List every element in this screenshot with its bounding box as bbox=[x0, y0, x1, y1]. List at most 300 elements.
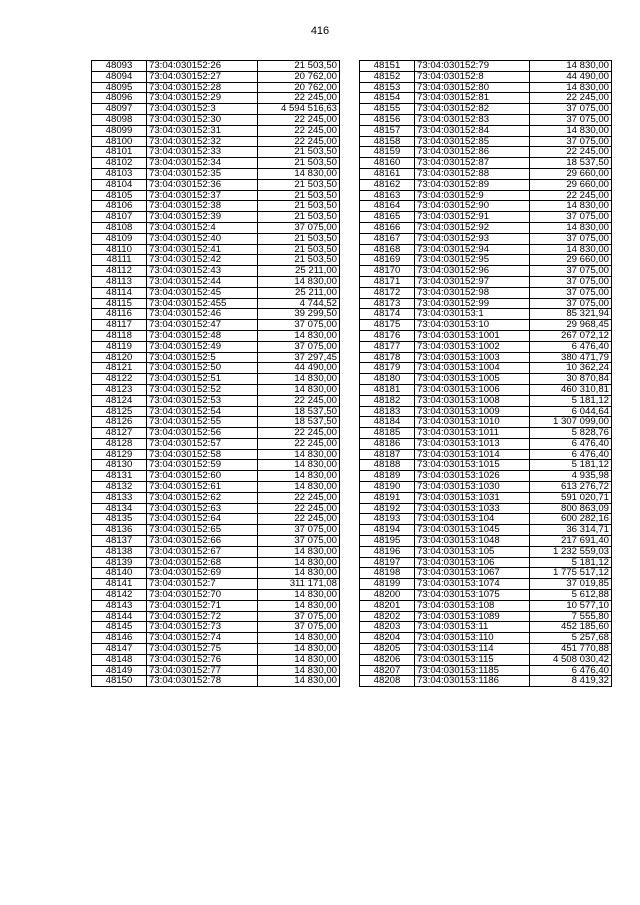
row-number-cell: 48094 bbox=[92, 71, 147, 82]
value-cell: 5 181,12 bbox=[530, 395, 612, 406]
row-number-cell: 48154 bbox=[360, 93, 415, 104]
value-cell: 460 310,81 bbox=[530, 384, 612, 395]
table-left bbox=[91, 60, 340, 687]
value-cell: 7 555,80 bbox=[530, 611, 612, 622]
cadastral-number-cell: 73:04:030152:58 bbox=[147, 449, 258, 460]
cadastral-number-cell: 73:04:030152:29 bbox=[147, 93, 258, 104]
row-number-cell: 48150 bbox=[92, 676, 147, 687]
table-row bbox=[360, 590, 612, 601]
cadastral-number-cell: 73:04:030152:9 bbox=[415, 190, 530, 201]
row-number-cell: 48155 bbox=[360, 104, 415, 115]
table-row bbox=[360, 147, 612, 158]
row-number-cell: 48160 bbox=[360, 158, 415, 169]
value-cell: 14 830,00 bbox=[258, 384, 340, 395]
row-number-cell: 48139 bbox=[92, 557, 147, 568]
value-cell: 14 830,00 bbox=[258, 276, 340, 287]
row-number-cell: 48105 bbox=[92, 190, 147, 201]
cadastral-number-cell: 73:04:030152:33 bbox=[147, 147, 258, 158]
table-row bbox=[92, 600, 340, 611]
row-number-cell: 48193 bbox=[360, 514, 415, 525]
value-cell: 37 075,00 bbox=[258, 222, 340, 233]
row-number-cell: 48168 bbox=[360, 244, 415, 255]
cadastral-number-cell: 73:04:030153:1003 bbox=[415, 352, 530, 363]
table-row bbox=[360, 384, 612, 395]
table-row bbox=[92, 622, 340, 633]
value-cell: 37 019,85 bbox=[530, 579, 612, 590]
row-number-cell: 48158 bbox=[360, 136, 415, 147]
cadastral-number-cell: 73:04:030153:1026 bbox=[415, 471, 530, 482]
cadastral-number-cell: 73:04:030152:3 bbox=[147, 104, 258, 115]
value-cell: 44 490,00 bbox=[258, 363, 340, 374]
cadastral-number-cell: 73:04:030152:53 bbox=[147, 395, 258, 406]
cadastral-number-cell: 73:04:030153:105 bbox=[415, 546, 530, 557]
cadastral-number-cell: 73:04:030153:108 bbox=[415, 600, 530, 611]
value-cell: 6 476,40 bbox=[530, 341, 612, 352]
table-row bbox=[92, 482, 340, 493]
cadastral-number-cell: 73:04:030153:1089 bbox=[415, 611, 530, 622]
table-row bbox=[92, 363, 340, 374]
table-row bbox=[360, 212, 612, 223]
row-number-cell: 48115 bbox=[92, 298, 147, 309]
row-number-cell: 48179 bbox=[360, 363, 415, 374]
row-number-cell: 48140 bbox=[92, 568, 147, 579]
table-row bbox=[360, 471, 612, 482]
row-number-cell: 48126 bbox=[92, 417, 147, 428]
row-number-cell: 48123 bbox=[92, 384, 147, 395]
value-cell: 311 171,08 bbox=[258, 579, 340, 590]
table-row bbox=[360, 568, 612, 579]
value-cell: 37 075,00 bbox=[530, 233, 612, 244]
value-cell: 1 307 099,00 bbox=[530, 417, 612, 428]
cadastral-number-cell: 73:04:030152:35 bbox=[147, 168, 258, 179]
cadastral-number-cell: 73:04:030153:1002 bbox=[415, 341, 530, 352]
cadastral-number-cell: 73:04:030152:73 bbox=[147, 622, 258, 633]
cadastral-number-cell: 73:04:030152:72 bbox=[147, 611, 258, 622]
row-number-cell: 48167 bbox=[360, 233, 415, 244]
value-cell: 14 830,00 bbox=[258, 568, 340, 579]
cadastral-number-cell: 73:04:030152:7 bbox=[147, 579, 258, 590]
row-number-cell: 48165 bbox=[360, 212, 415, 223]
row-number-cell: 48100 bbox=[92, 136, 147, 147]
table-row bbox=[92, 233, 340, 244]
row-number-cell: 48137 bbox=[92, 536, 147, 547]
table-row bbox=[92, 147, 340, 158]
row-number-cell: 48136 bbox=[92, 525, 147, 536]
table-row bbox=[360, 222, 612, 233]
table-row bbox=[92, 654, 340, 665]
table-row bbox=[92, 61, 340, 72]
table-row bbox=[360, 309, 612, 320]
row-number-cell: 48163 bbox=[360, 190, 415, 201]
value-cell: 591 020,71 bbox=[530, 492, 612, 503]
table-row bbox=[92, 330, 340, 341]
value-cell: 10 362,24 bbox=[530, 363, 612, 374]
value-cell: 22 245,00 bbox=[530, 190, 612, 201]
table-row bbox=[92, 352, 340, 363]
table-row bbox=[92, 568, 340, 579]
cadastral-number-cell: 73:04:030152:98 bbox=[415, 287, 530, 298]
value-cell: 44 490,00 bbox=[530, 71, 612, 82]
value-cell: 14 830,00 bbox=[530, 201, 612, 212]
value-cell: 14 830,00 bbox=[530, 244, 612, 255]
table-row bbox=[92, 276, 340, 287]
row-number-cell: 48175 bbox=[360, 320, 415, 331]
table-row bbox=[360, 320, 612, 331]
cadastral-number-cell: 73:04:030152:63 bbox=[147, 503, 258, 514]
cadastral-number-cell: 73:04:030152:86 bbox=[415, 147, 530, 158]
value-cell: 8 419,32 bbox=[530, 676, 612, 687]
cadastral-number-cell: 73:04:030152:69 bbox=[147, 568, 258, 579]
row-number-cell: 48096 bbox=[92, 93, 147, 104]
value-cell: 613 276,72 bbox=[530, 482, 612, 493]
cadastral-number-cell: 73:04:030152:91 bbox=[415, 212, 530, 223]
cadastral-number-cell: 73:04:030152:45 bbox=[147, 287, 258, 298]
table-row bbox=[360, 449, 612, 460]
row-number-cell: 48197 bbox=[360, 557, 415, 568]
cadastral-number-cell: 73:04:030153:1001 bbox=[415, 330, 530, 341]
value-cell: 6 044,64 bbox=[530, 406, 612, 417]
row-number-cell: 48119 bbox=[92, 341, 147, 352]
value-cell: 37 075,00 bbox=[258, 611, 340, 622]
cadastral-number-cell: 73:04:030152:90 bbox=[415, 201, 530, 212]
table-row bbox=[92, 428, 340, 439]
table-row bbox=[92, 525, 340, 536]
table-row bbox=[360, 676, 612, 687]
value-cell: 14 830,00 bbox=[258, 330, 340, 341]
value-cell: 380 471,79 bbox=[530, 352, 612, 363]
table-row bbox=[92, 406, 340, 417]
value-cell: 14 830,00 bbox=[258, 600, 340, 611]
row-number-cell: 48145 bbox=[92, 622, 147, 633]
cadastral-number-cell: 73:04:030152:30 bbox=[147, 114, 258, 125]
row-number-cell: 48195 bbox=[360, 536, 415, 547]
table-row bbox=[92, 611, 340, 622]
table-row bbox=[360, 600, 612, 611]
row-number-cell: 48097 bbox=[92, 104, 147, 115]
table-row bbox=[92, 665, 340, 676]
row-number-cell: 48110 bbox=[92, 244, 147, 255]
value-cell: 21 503,50 bbox=[258, 158, 340, 169]
table-row bbox=[92, 309, 340, 320]
row-number-cell: 48190 bbox=[360, 482, 415, 493]
cadastral-number-cell: 73:04:030152:36 bbox=[147, 179, 258, 190]
row-number-cell: 48191 bbox=[360, 492, 415, 503]
cadastral-number-cell: 73:04:030152:76 bbox=[147, 654, 258, 665]
cadastral-number-cell: 73:04:030153:1048 bbox=[415, 536, 530, 547]
row-number-cell: 48194 bbox=[360, 525, 415, 536]
value-cell: 451 770,88 bbox=[530, 644, 612, 655]
row-number-cell: 48208 bbox=[360, 676, 415, 687]
cadastral-number-cell: 73:04:030152:31 bbox=[147, 125, 258, 136]
table-row bbox=[92, 190, 340, 201]
row-number-cell: 48122 bbox=[92, 374, 147, 385]
value-cell: 37 075,00 bbox=[530, 136, 612, 147]
cadastral-number-cell: 73:04:030152:8 bbox=[415, 71, 530, 82]
row-number-cell: 48095 bbox=[92, 82, 147, 93]
value-cell: 21 503,50 bbox=[258, 61, 340, 72]
table-row bbox=[360, 428, 612, 439]
cadastral-number-cell: 73:04:030153:1186 bbox=[415, 676, 530, 687]
value-cell: 30 870,84 bbox=[530, 374, 612, 385]
value-cell: 25 211,00 bbox=[258, 287, 340, 298]
value-cell: 4 935,98 bbox=[530, 471, 612, 482]
cadastral-number-cell: 73:04:030153:1074 bbox=[415, 579, 530, 590]
table-row bbox=[360, 482, 612, 493]
row-number-cell: 48204 bbox=[360, 633, 415, 644]
table-row bbox=[360, 536, 612, 547]
value-cell: 14 830,00 bbox=[530, 82, 612, 93]
row-number-cell: 48198 bbox=[360, 568, 415, 579]
row-number-cell: 48207 bbox=[360, 665, 415, 676]
value-cell: 29 660,00 bbox=[530, 179, 612, 190]
row-number-cell: 48102 bbox=[92, 158, 147, 169]
row-number-cell: 48149 bbox=[92, 665, 147, 676]
value-cell: 14 830,00 bbox=[258, 449, 340, 460]
row-number-cell: 48103 bbox=[92, 168, 147, 179]
value-cell: 10 577,10 bbox=[530, 600, 612, 611]
value-cell: 14 830,00 bbox=[530, 222, 612, 233]
table-row bbox=[360, 395, 612, 406]
row-number-cell: 48117 bbox=[92, 320, 147, 331]
table-row bbox=[360, 61, 612, 72]
value-cell: 14 830,00 bbox=[258, 168, 340, 179]
value-cell: 14 830,00 bbox=[530, 125, 612, 136]
row-number-cell: 48125 bbox=[92, 406, 147, 417]
cadastral-number-cell: 73:04:030152:92 bbox=[415, 222, 530, 233]
table-row bbox=[360, 644, 612, 655]
value-cell: 20 762,00 bbox=[258, 82, 340, 93]
value-cell: 6 476,40 bbox=[530, 438, 612, 449]
value-cell: 21 503,50 bbox=[258, 233, 340, 244]
row-number-cell: 48112 bbox=[92, 266, 147, 277]
cadastral-number-cell: 73:04:030152:56 bbox=[147, 428, 258, 439]
value-cell: 37 075,00 bbox=[530, 298, 612, 309]
table-row bbox=[360, 233, 612, 244]
table-row bbox=[360, 654, 612, 665]
table-row bbox=[92, 266, 340, 277]
cadastral-number-cell: 73:04:030152:89 bbox=[415, 179, 530, 190]
value-cell: 29 968,45 bbox=[530, 320, 612, 331]
value-cell: 5 828,76 bbox=[530, 428, 612, 439]
cadastral-number-cell: 73:04:030153:1006 bbox=[415, 384, 530, 395]
value-cell: 14 830,00 bbox=[258, 665, 340, 676]
value-cell: 21 503,50 bbox=[258, 212, 340, 223]
row-number-cell: 48147 bbox=[92, 644, 147, 655]
value-cell: 800 863,09 bbox=[530, 503, 612, 514]
row-number-cell: 48171 bbox=[360, 276, 415, 287]
cadastral-number-cell: 73:04:030153:1004 bbox=[415, 363, 530, 374]
value-cell: 18 537,50 bbox=[258, 417, 340, 428]
table-row bbox=[92, 374, 340, 385]
value-cell: 37 075,00 bbox=[258, 525, 340, 536]
table-row bbox=[360, 492, 612, 503]
value-cell: 452 185,60 bbox=[530, 622, 612, 633]
row-number-cell: 48106 bbox=[92, 201, 147, 212]
row-number-cell: 48206 bbox=[360, 654, 415, 665]
row-number-cell: 48141 bbox=[92, 579, 147, 590]
row-number-cell: 48156 bbox=[360, 114, 415, 125]
row-number-cell: 48133 bbox=[92, 492, 147, 503]
value-cell: 267 072,12 bbox=[530, 330, 612, 341]
value-cell: 39 299,50 bbox=[258, 309, 340, 320]
value-cell: 29 660,00 bbox=[530, 168, 612, 179]
table-row bbox=[92, 438, 340, 449]
value-cell: 14 830,00 bbox=[258, 676, 340, 687]
table-row bbox=[360, 168, 612, 179]
row-number-cell: 48101 bbox=[92, 147, 147, 158]
row-number-cell: 48120 bbox=[92, 352, 147, 363]
value-cell: 37 075,00 bbox=[530, 104, 612, 115]
row-number-cell: 48180 bbox=[360, 374, 415, 385]
row-number-cell: 48109 bbox=[92, 233, 147, 244]
cadastral-number-cell: 73:04:030153:11 bbox=[415, 622, 530, 633]
value-cell: 22 245,00 bbox=[530, 147, 612, 158]
cadastral-number-cell: 73:04:030152:38 bbox=[147, 201, 258, 212]
value-cell: 21 503,50 bbox=[258, 244, 340, 255]
cadastral-number-cell: 73:04:030152:64 bbox=[147, 514, 258, 525]
value-cell: 6 476,40 bbox=[530, 665, 612, 676]
cadastral-number-cell: 73:04:030152:43 bbox=[147, 266, 258, 277]
cadastral-number-cell: 73:04:030152:82 bbox=[415, 104, 530, 115]
table-row bbox=[92, 222, 340, 233]
table-row bbox=[92, 492, 340, 503]
row-number-cell: 48124 bbox=[92, 395, 147, 406]
row-number-cell: 48157 bbox=[360, 125, 415, 136]
row-number-cell: 48152 bbox=[360, 71, 415, 82]
value-cell: 22 245,00 bbox=[258, 136, 340, 147]
cadastral-number-cell: 73:04:030152:455 bbox=[147, 298, 258, 309]
cadastral-number-cell: 73:04:030152:26 bbox=[147, 61, 258, 72]
cadastral-number-cell: 73:04:030152:78 bbox=[147, 676, 258, 687]
value-cell: 1 775 517,12 bbox=[530, 568, 612, 579]
table-row bbox=[360, 417, 612, 428]
table-row bbox=[360, 266, 612, 277]
cadastral-number-cell: 73:04:030152:40 bbox=[147, 233, 258, 244]
cadastral-number-cell: 73:04:030152:79 bbox=[415, 61, 530, 72]
value-cell: 14 830,00 bbox=[258, 557, 340, 568]
value-cell: 22 245,00 bbox=[530, 93, 612, 104]
cadastral-number-cell: 73:04:030152:66 bbox=[147, 536, 258, 547]
table-row bbox=[360, 71, 612, 82]
value-cell: 21 503,50 bbox=[258, 201, 340, 212]
table-row bbox=[92, 676, 340, 687]
row-number-cell: 48135 bbox=[92, 514, 147, 525]
table-row bbox=[92, 287, 340, 298]
cadastral-number-cell: 73:04:030153:1015 bbox=[415, 460, 530, 471]
cadastral-number-cell: 73:04:030152:96 bbox=[415, 266, 530, 277]
row-number-cell: 48128 bbox=[92, 438, 147, 449]
cadastral-number-cell: 73:04:030152:85 bbox=[415, 136, 530, 147]
cadastral-number-cell: 73:04:030153:1033 bbox=[415, 503, 530, 514]
row-number-cell: 48201 bbox=[360, 600, 415, 611]
table-row bbox=[92, 244, 340, 255]
row-number-cell: 48142 bbox=[92, 590, 147, 601]
table-row bbox=[360, 287, 612, 298]
table-row bbox=[92, 125, 340, 136]
cadastral-number-cell: 73:04:030153:110 bbox=[415, 633, 530, 644]
row-number-cell: 48185 bbox=[360, 428, 415, 439]
table-row bbox=[360, 255, 612, 266]
value-cell: 21 503,50 bbox=[258, 147, 340, 158]
cadastral-number-cell: 73:04:030152:27 bbox=[147, 71, 258, 82]
table-row bbox=[92, 384, 340, 395]
table-row bbox=[92, 417, 340, 428]
table-row bbox=[92, 255, 340, 266]
value-cell: 85 321,94 bbox=[530, 309, 612, 320]
table-row bbox=[92, 158, 340, 169]
cadastral-number-cell: 73:04:030152:81 bbox=[415, 93, 530, 104]
cadastral-number-cell: 73:04:030152:75 bbox=[147, 644, 258, 655]
row-number-cell: 48173 bbox=[360, 298, 415, 309]
value-cell: 14 830,00 bbox=[258, 644, 340, 655]
table-row bbox=[360, 341, 612, 352]
cadastral-number-cell: 73:04:030153:1014 bbox=[415, 449, 530, 460]
row-number-cell: 48159 bbox=[360, 147, 415, 158]
value-cell: 14 830,00 bbox=[258, 633, 340, 644]
value-cell: 36 314,71 bbox=[530, 525, 612, 536]
table-row bbox=[360, 352, 612, 363]
cadastral-number-cell: 73:04:030152:95 bbox=[415, 255, 530, 266]
row-number-cell: 48113 bbox=[92, 276, 147, 287]
value-cell: 4 594 516,63 bbox=[258, 104, 340, 115]
cadastral-number-cell: 73:04:030152:62 bbox=[147, 492, 258, 503]
table-row bbox=[360, 579, 612, 590]
table-row bbox=[92, 579, 340, 590]
row-number-cell: 48146 bbox=[92, 633, 147, 644]
value-cell: 14 830,00 bbox=[258, 374, 340, 385]
value-cell: 4 508 030,42 bbox=[530, 654, 612, 665]
row-number-cell: 48104 bbox=[92, 179, 147, 190]
row-number-cell: 48134 bbox=[92, 503, 147, 514]
value-cell: 18 537,50 bbox=[530, 158, 612, 169]
value-cell: 21 503,50 bbox=[258, 179, 340, 190]
row-number-cell: 48099 bbox=[92, 125, 147, 136]
cadastral-number-cell: 73:04:030152:57 bbox=[147, 438, 258, 449]
table-row bbox=[92, 341, 340, 352]
table-row bbox=[360, 406, 612, 417]
value-cell: 5 257,68 bbox=[530, 633, 612, 644]
cadastral-number-cell: 73:04:030152:99 bbox=[415, 298, 530, 309]
cadastral-number-cell: 73:04:030153:1009 bbox=[415, 406, 530, 417]
table-row bbox=[92, 546, 340, 557]
row-number-cell: 48182 bbox=[360, 395, 415, 406]
row-number-cell: 48161 bbox=[360, 168, 415, 179]
row-number-cell: 48131 bbox=[92, 471, 147, 482]
row-number-cell: 48151 bbox=[360, 61, 415, 72]
value-cell: 29 660,00 bbox=[530, 255, 612, 266]
table-row bbox=[360, 125, 612, 136]
table-row bbox=[360, 298, 612, 309]
cadastral-number-cell: 73:04:030152:4 bbox=[147, 222, 258, 233]
cadastral-number-cell: 73:04:030152:28 bbox=[147, 82, 258, 93]
cadastral-number-cell: 73:04:030152:54 bbox=[147, 406, 258, 417]
row-number-cell: 48116 bbox=[92, 309, 147, 320]
cadastral-number-cell: 73:04:030153:115 bbox=[415, 654, 530, 665]
cadastral-number-cell: 73:04:030152:70 bbox=[147, 590, 258, 601]
table-row bbox=[92, 471, 340, 482]
value-cell: 14 830,00 bbox=[258, 546, 340, 557]
cadastral-number-cell: 73:04:030152:68 bbox=[147, 557, 258, 568]
cadastral-number-cell: 73:04:030152:37 bbox=[147, 190, 258, 201]
cadastral-number-cell: 73:04:030152:61 bbox=[147, 482, 258, 493]
value-cell: 14 830,00 bbox=[258, 654, 340, 665]
row-number-cell: 48164 bbox=[360, 201, 415, 212]
table-row bbox=[360, 104, 612, 115]
row-number-cell: 48114 bbox=[92, 287, 147, 298]
cadastral-number-cell: 73:04:030152:41 bbox=[147, 244, 258, 255]
value-cell: 22 245,00 bbox=[258, 514, 340, 525]
table-row bbox=[360, 136, 612, 147]
